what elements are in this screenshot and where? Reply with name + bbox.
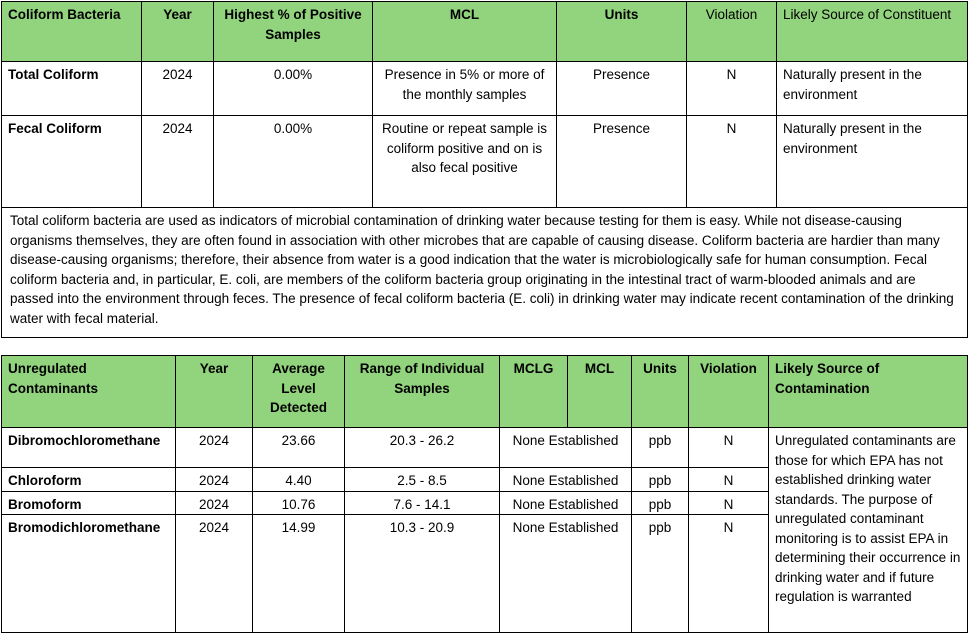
table-row [2, 62, 968, 116]
cell-units: ppb [632, 468, 689, 492]
cell-highest-pct: 0.00% [214, 62, 373, 116]
cell-mclg-mcl: None Established [500, 491, 632, 515]
cell-violation: N [689, 515, 769, 633]
header-year: Year [142, 2, 214, 62]
header-mclg: MCLG [500, 356, 568, 428]
cell-year: 2024 [142, 62, 214, 116]
cell-avg: 23.66 [253, 428, 345, 468]
cell-year: 2024 [176, 468, 253, 492]
unregulated-header-row [2, 356, 968, 428]
cell-mcl: Presence in 5% or more of the monthly samples [373, 62, 557, 116]
cell-year: 2024 [176, 491, 253, 515]
cell-year: 2024 [176, 428, 253, 468]
table-row [2, 428, 968, 468]
header-mcl: MCL [568, 356, 632, 428]
cell-highest-pct: 0.00% [214, 116, 373, 208]
header-violation: Violation [689, 356, 769, 428]
header-source: Likely Source of Constituent [777, 2, 968, 62]
cell-range: 2.5 - 8.5 [345, 468, 500, 492]
cell-mclg-mcl: None Established [500, 468, 632, 492]
cell-avg: 4.40 [253, 468, 345, 492]
coliform-table [1, 1, 968, 338]
cell-source: Naturally present in the environment [777, 62, 968, 116]
cell-bacteria: Fecal Coliform [2, 116, 142, 208]
coliform-note: Total coliform bacteria are used as indicators of microbial contamination of drinking water because testing for them is easy. While not disease-causing organisms themselves, they are often found in association with other microbes that are capable of causing disease. Coliform bacteria are hardier than many disease-causing organisms; therefore, their absence from water is a good indication that the water is microbiologically safe for human consumption. Fecal coliform bacteria and, in particular, E. coli, are members of the coliform bacteria group originating in the intestinal tract of warm-blooded animals and are passed into the environment through feces. The presence of fecal coliform bacteria (E. coli) in drinking water may indicate recent contamination of the drinking water with fecal material. [2, 208, 968, 338]
cell-violation: N [687, 62, 777, 116]
cell-avg: 10.76 [253, 491, 345, 515]
cell-contaminant: Bromoform [2, 491, 176, 515]
cell-units: ppb [632, 515, 689, 633]
cell-mclg-mcl: None Established [500, 515, 632, 633]
cell-units: Presence [557, 62, 687, 116]
header-source: Likely Source of Contamination [769, 356, 968, 428]
header-units: Units [557, 2, 687, 62]
header-year: Year [176, 356, 253, 428]
cell-range: 20.3 - 26.2 [345, 428, 500, 468]
cell-source: Naturally present in the environment [777, 116, 968, 208]
header-violation: Violation [687, 2, 777, 62]
header-range: Range of Individual Samples [345, 356, 500, 428]
header-avg-level: Average Level Detected [253, 356, 345, 428]
table-row [2, 116, 968, 208]
cell-range: 7.6 - 14.1 [345, 491, 500, 515]
cell-violation: N [689, 428, 769, 468]
cell-units: ppb [632, 491, 689, 515]
cell-year: 2024 [142, 116, 214, 208]
cell-bacteria: Total Coliform [2, 62, 142, 116]
unregulated-table [1, 355, 968, 633]
header-highest-pct: Highest % of Positive Samples [214, 2, 373, 62]
note-row [2, 208, 968, 338]
cell-violation: N [689, 468, 769, 492]
header-coliform-bacteria: Coliform Bacteria [2, 2, 142, 62]
header-contaminant: Unregulated Contaminants [2, 356, 176, 428]
header-mcl: MCL [373, 2, 557, 62]
cell-range: 10.3 - 20.9 [345, 515, 500, 633]
header-units: Units [632, 356, 689, 428]
cell-units: ppb [632, 428, 689, 468]
cell-contaminant: Bromodichloromethane [2, 515, 176, 633]
cell-contaminant: Chloroform [2, 468, 176, 492]
cell-mclg-mcl: None Established [500, 428, 632, 468]
cell-contaminant: Dibromochloromethane [2, 428, 176, 468]
coliform-header-row [2, 2, 968, 62]
cell-year: 2024 [176, 515, 253, 633]
cell-source-note: Unregulated contaminants are those for which EPA has not established drinking water standards. The purpose of unregulated contaminant monitoring is to assist EPA in determining their occurrence in drinking water and if future regulation is warranted [769, 428, 968, 633]
cell-violation: N [689, 491, 769, 515]
cell-avg: 14.99 [253, 515, 345, 633]
cell-mcl: Routine or repeat sample is coliform positive and on is also fecal positive [373, 116, 557, 208]
cell-units: Presence [557, 116, 687, 208]
cell-violation: N [687, 116, 777, 208]
